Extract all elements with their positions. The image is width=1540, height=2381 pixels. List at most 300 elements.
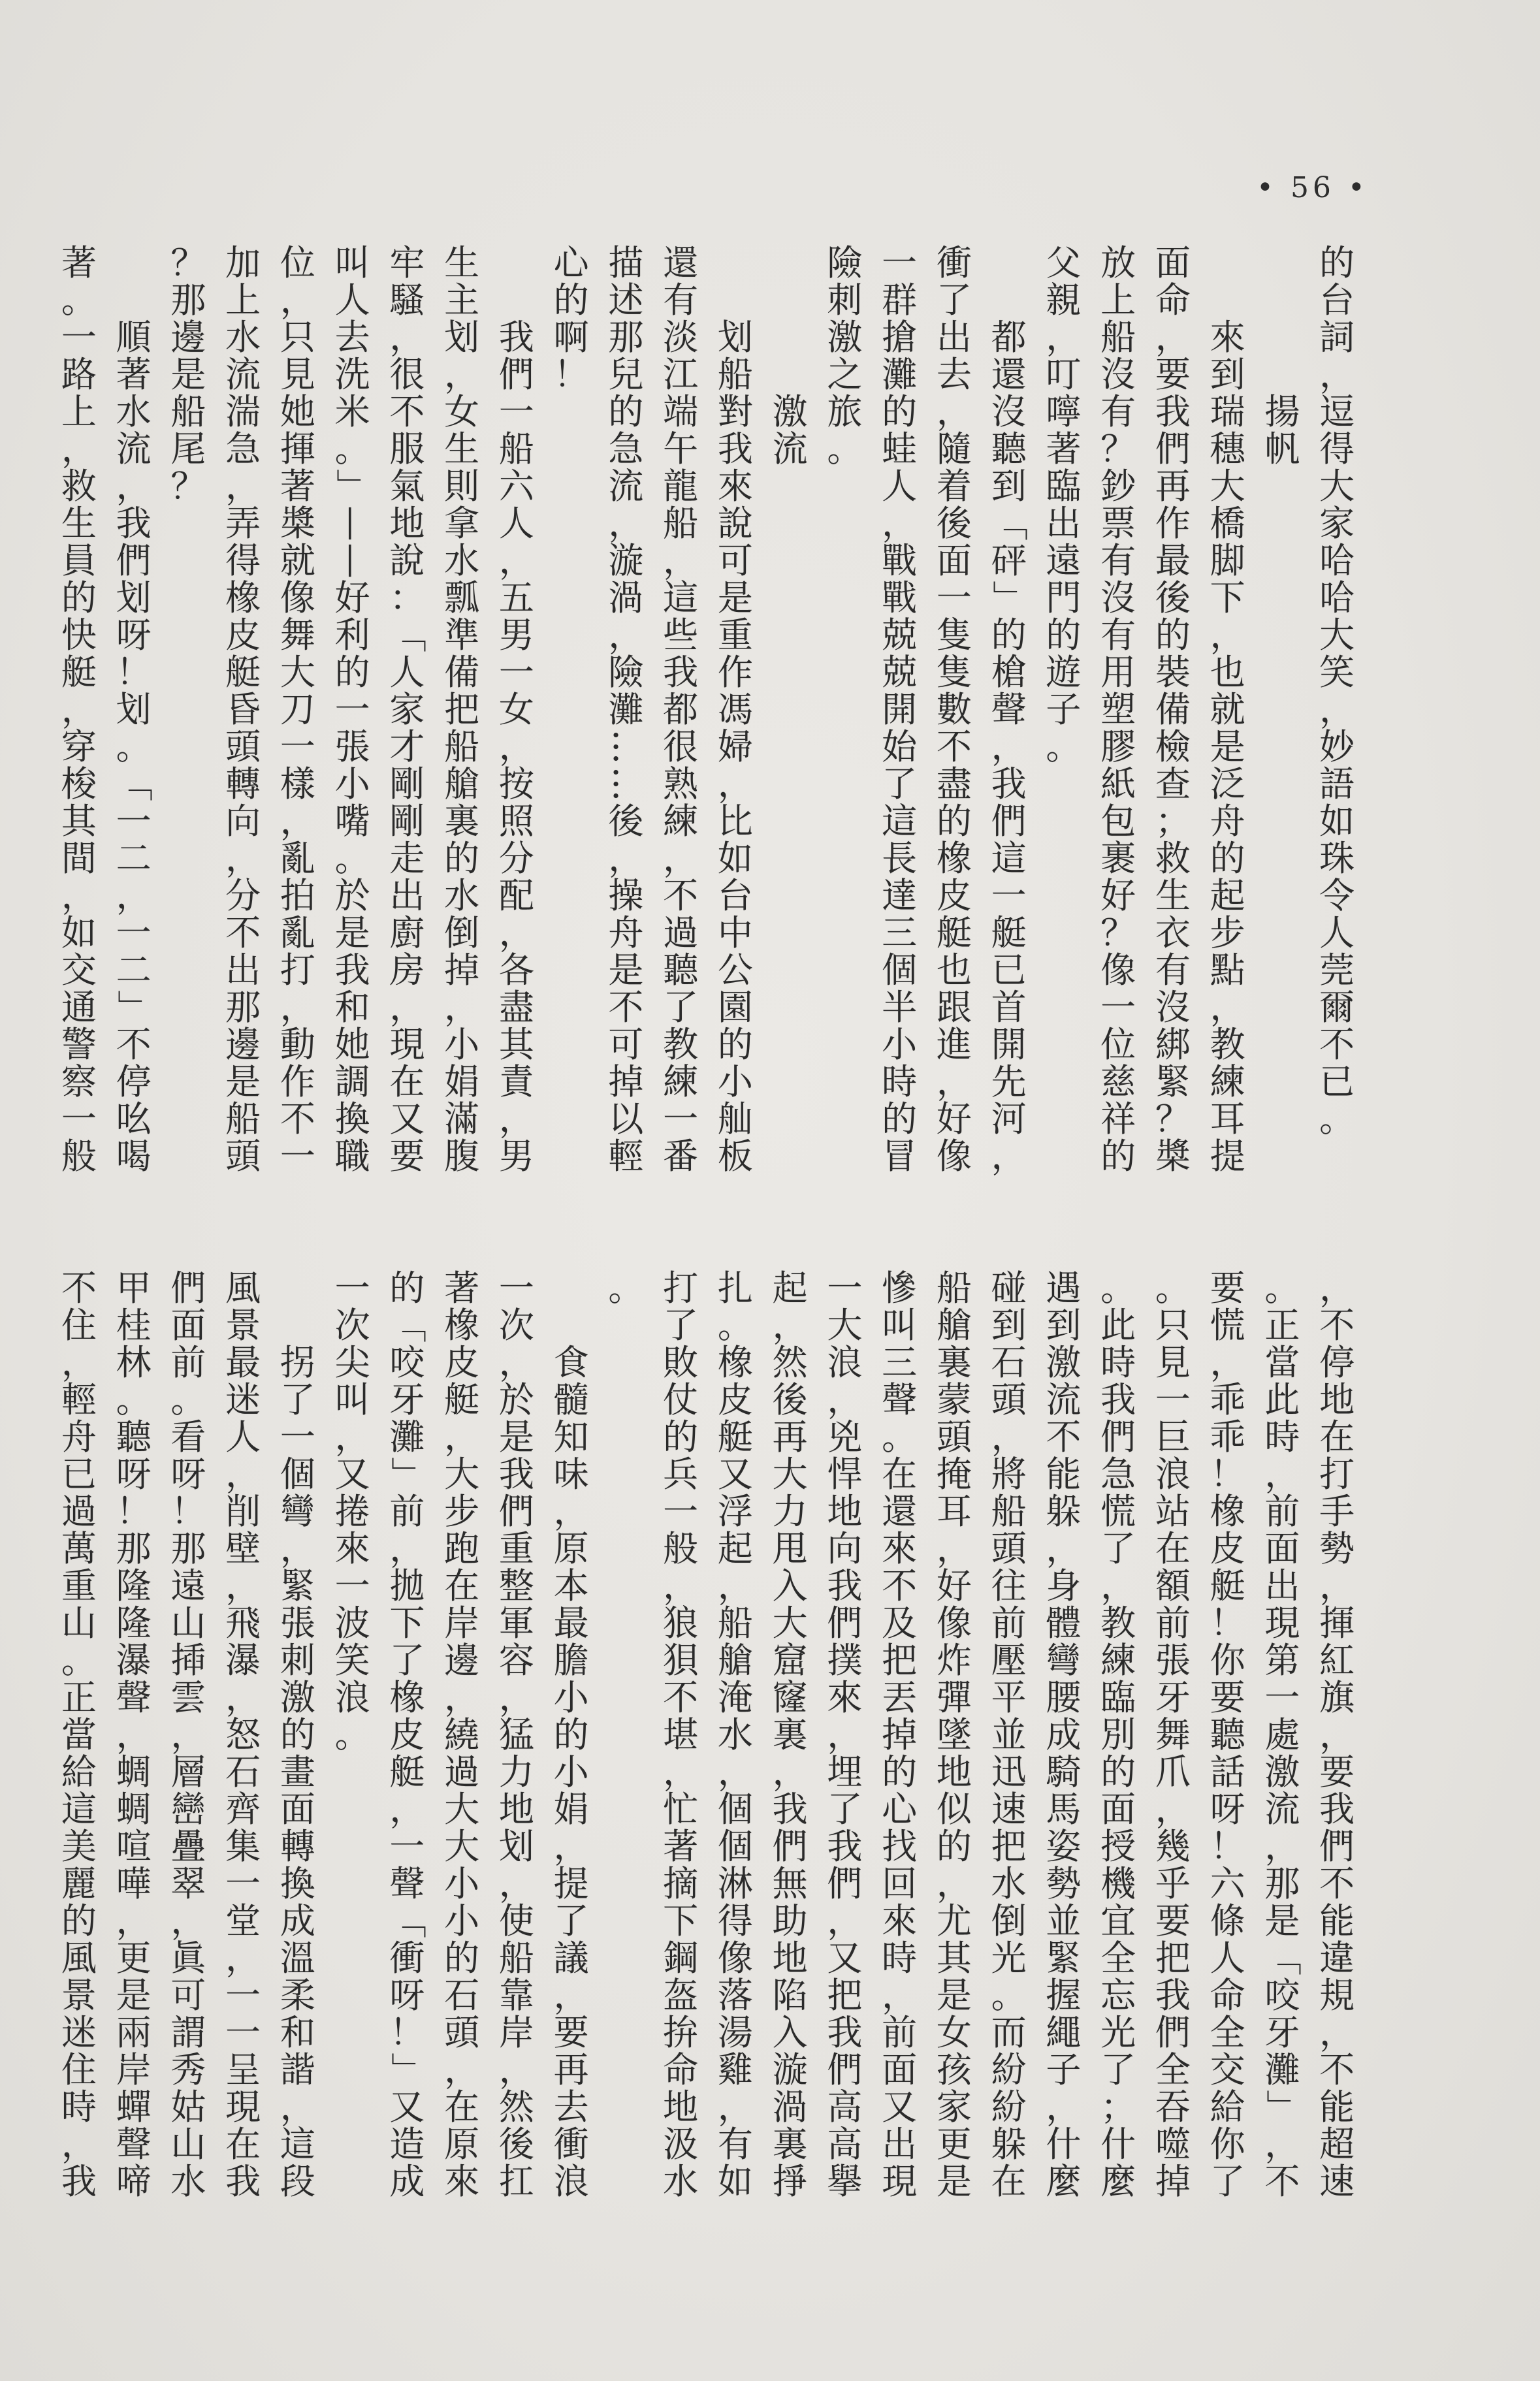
character: 艇 <box>225 652 261 693</box>
character: 此 <box>1264 1379 1300 1420</box>
character: 大 <box>444 1789 480 1830</box>
character: 飛 <box>225 1603 261 1644</box>
character: 牢 <box>389 242 425 283</box>
character: 轉 <box>225 763 261 805</box>
character: 咬 <box>389 1342 425 1383</box>
character: 打 <box>1319 1454 1355 1495</box>
character: 把 <box>991 1826 1027 1867</box>
character: 梭 <box>61 763 97 805</box>
character: 邊 <box>444 1640 480 1681</box>
character: 隆 <box>116 1565 152 1606</box>
character: 重 <box>717 615 753 656</box>
character: 是 <box>116 1975 152 2016</box>
character: 流 <box>225 354 261 395</box>
character: 比 <box>717 801 753 842</box>
character: 地 <box>936 1751 972 1793</box>
character: ？ <box>170 242 206 283</box>
character: 是 <box>717 577 753 618</box>
text-column <box>1146 244 1200 1175</box>
character: 江 <box>663 354 699 395</box>
character: 呀 <box>1210 1789 1245 1830</box>
character: 不 <box>280 1098 315 1140</box>
character: 慘 <box>882 1268 918 1309</box>
character: 炸 <box>936 1640 972 1681</box>
character: 噬 <box>1155 2124 1191 2165</box>
character: 戰 <box>882 540 918 581</box>
character: 有 <box>663 280 699 321</box>
character: 們 <box>116 540 152 581</box>
character: 拿 <box>444 503 480 544</box>
character: 作 <box>1155 503 1191 544</box>
character: 還 <box>663 242 699 283</box>
character: 河 <box>991 1098 1027 1140</box>
character: 成 <box>1046 1714 1082 1755</box>
character: 六 <box>498 466 534 507</box>
character: 一 <box>334 689 370 730</box>
character: 水 <box>116 391 152 432</box>
character: 滿 <box>444 1098 480 1140</box>
character: 票 <box>1100 503 1136 544</box>
character: 能 <box>1319 2086 1355 2128</box>
character: 桂 <box>116 1305 152 1346</box>
character: 作 <box>280 1061 315 1102</box>
character: 上 <box>225 280 261 321</box>
character: ， <box>1264 1454 1300 1495</box>
character: ， <box>225 838 261 879</box>
character: ， <box>827 1900 863 1942</box>
character: 艇 <box>389 1751 425 1793</box>
character: 看 <box>170 1416 206 1458</box>
character: 穗 <box>1210 428 1245 470</box>
character: 巨 <box>1155 1416 1191 1458</box>
character: 才 <box>389 726 425 767</box>
character: 小 <box>334 763 370 805</box>
character: 交 <box>1210 2049 1245 2090</box>
character: 我 <box>116 503 152 544</box>
character: 好 <box>1100 875 1136 916</box>
character: 船 <box>717 1603 753 1644</box>
character: 撲 <box>827 1640 863 1681</box>
character: ！ <box>116 1491 152 1532</box>
character: 重 <box>61 1565 97 1606</box>
character: 浪 <box>827 1342 863 1383</box>
character: ， <box>991 1416 1027 1458</box>
character: 蜩 <box>116 1751 152 1793</box>
character: 人 <box>498 503 534 544</box>
character: 女 <box>444 391 480 432</box>
character: 好 <box>334 577 370 618</box>
character: 面 <box>1264 1528 1300 1569</box>
character: 們 <box>1319 1826 1355 1867</box>
character: 昏 <box>225 689 261 730</box>
character: 察 <box>61 1061 97 1102</box>
character: 壓 <box>991 1640 1027 1681</box>
character: 蒙 <box>936 1379 972 1420</box>
character: 在 <box>389 1061 425 1102</box>
character: 岸 <box>498 2012 534 2053</box>
character: 莞 <box>1319 950 1355 991</box>
character: 打 <box>663 1268 699 1309</box>
character: 張 <box>280 1603 315 1644</box>
text-column <box>1309 244 1364 1138</box>
character: 已 <box>991 950 1027 991</box>
character: 力 <box>772 1491 808 1532</box>
character: 裏 <box>444 801 480 842</box>
character: 是 <box>608 950 644 991</box>
character: ！ <box>170 1491 206 1532</box>
character: 雞 <box>717 2049 753 2090</box>
character: 上 <box>61 391 97 432</box>
character: 諧 <box>280 2049 315 2090</box>
character: 公 <box>717 950 753 991</box>
character: ？ <box>1155 1098 1191 1140</box>
character: 中 <box>717 912 753 953</box>
character: 巒 <box>170 1789 206 1830</box>
character: ， <box>936 1528 972 1569</box>
character: 。 <box>61 280 97 321</box>
character: ， <box>334 1416 370 1458</box>
character: 氣 <box>389 466 425 507</box>
character: ， <box>225 466 261 507</box>
character: 山 <box>170 1603 206 1644</box>
character: 。 <box>61 1640 97 1681</box>
character: 時 <box>1100 1342 1136 1383</box>
character: 我 <box>498 317 534 358</box>
character: 船 <box>991 1491 1027 1532</box>
character: 我 <box>772 1789 808 1830</box>
character: 原 <box>444 2124 480 2165</box>
character: 給 <box>1210 2086 1245 2128</box>
character: 下 <box>663 1900 699 1942</box>
character: 位 <box>280 242 315 283</box>
character: 急 <box>1100 1454 1136 1495</box>
character: 那 <box>608 317 644 358</box>
character: ， <box>225 1454 261 1495</box>
character: 在 <box>882 1454 918 1495</box>
character: 我 <box>61 2161 97 2202</box>
character: 員 <box>61 540 97 581</box>
character: 過 <box>444 1751 480 1793</box>
character: 渦 <box>608 577 644 618</box>
character: 是 <box>225 1061 261 1102</box>
character: 一 <box>991 875 1027 916</box>
character: 的 <box>608 391 644 432</box>
character: 娟 <box>553 1789 589 1830</box>
character: 着 <box>936 466 972 507</box>
character: 山 <box>61 1603 97 1644</box>
character: 頭 <box>991 1379 1027 1420</box>
character: 的 <box>553 280 589 321</box>
character: 艙 <box>717 1640 753 1681</box>
character: 生 <box>1155 875 1191 916</box>
character: 笑 <box>1319 652 1355 693</box>
character: 灘 <box>608 689 644 730</box>
character: 著 <box>1046 428 1082 470</box>
character: 碰 <box>991 1268 1027 1309</box>
character: 們 <box>772 1826 808 1867</box>
character: 拍 <box>280 875 315 916</box>
character: 我 <box>1155 1975 1191 2016</box>
character: 成 <box>389 2161 425 2202</box>
character: 照 <box>498 801 534 842</box>
character: ， <box>498 1342 534 1383</box>
character: 。 <box>827 428 863 470</box>
character: ， <box>553 1491 589 1532</box>
character: 靠 <box>498 1975 534 2016</box>
character: 船 <box>1100 317 1136 358</box>
character: 。 <box>334 838 370 879</box>
character: 淋 <box>717 1863 753 1904</box>
character: 船 <box>170 391 206 432</box>
character: 在 <box>1155 1528 1191 1569</box>
character: 的 <box>444 838 480 879</box>
character: 頭 <box>225 1136 261 1177</box>
character: 又 <box>389 1098 425 1140</box>
text-column <box>708 1270 763 2200</box>
text-column <box>599 244 654 1175</box>
character: 馬 <box>1046 1789 1082 1830</box>
character: 石 <box>991 1342 1027 1383</box>
character: 上 <box>1100 280 1136 321</box>
character: 盡 <box>498 987 534 1028</box>
character: 速 <box>991 1789 1027 1830</box>
character: ， <box>170 1900 206 1942</box>
character: 皮 <box>717 1379 753 1420</box>
character: 艇 <box>61 652 97 693</box>
character: ， <box>280 801 315 842</box>
character: 擧 <box>827 2161 863 2202</box>
character: 到 <box>991 1305 1027 1346</box>
text-column <box>216 1270 270 2200</box>
character: 備 <box>444 652 480 693</box>
character: 橋 <box>1210 503 1245 544</box>
character: 耳 <box>936 1491 972 1532</box>
character: ， <box>1100 1565 1136 1606</box>
character: 熟 <box>663 763 699 805</box>
character: 緊 <box>1046 1938 1082 1979</box>
character: 艇 <box>717 1416 753 1458</box>
character: 兵 <box>663 1454 699 1495</box>
character: ， <box>1319 2012 1355 2053</box>
character: 那 <box>170 280 206 321</box>
character: ， <box>389 987 425 1028</box>
character: 要 <box>1155 354 1191 395</box>
character: 三 <box>882 1342 918 1383</box>
character: 美 <box>61 1826 97 1867</box>
character: 好 <box>936 1565 972 1606</box>
character: 生 <box>444 242 480 283</box>
character: 一 <box>280 1416 315 1458</box>
character: 敗 <box>663 1342 699 1383</box>
character: 如 <box>717 838 753 879</box>
character: ， <box>498 1863 534 1904</box>
character: ， <box>444 1677 480 1718</box>
character: ， <box>116 1714 152 1755</box>
character: 。 <box>1046 726 1082 767</box>
character: 一 <box>61 1098 97 1140</box>
character: 一 <box>280 1136 315 1177</box>
character: 出 <box>882 2124 918 2165</box>
character: 。 <box>608 1268 644 1309</box>
character: 像 <box>936 1603 972 1644</box>
character: 橡 <box>444 1305 480 1346</box>
character: 喝 <box>116 1136 152 1177</box>
character: ： <box>389 577 425 618</box>
character: 面 <box>1100 1789 1136 1830</box>
character: 風 <box>225 1268 261 1309</box>
character: 要 <box>1210 1268 1245 1309</box>
character: 救 <box>1155 838 1191 879</box>
character: 其 <box>936 1938 972 1979</box>
character: 小 <box>444 1863 480 1904</box>
character: 的 <box>882 1098 918 1140</box>
character: 水 <box>991 1863 1027 1904</box>
character: 聽 <box>663 950 699 991</box>
character: 衝 <box>389 1938 425 1979</box>
character: 們 <box>498 354 534 395</box>
character: 用 <box>1100 652 1136 693</box>
character: 前 <box>991 1603 1027 1644</box>
character: 揮 <box>1319 1603 1355 1644</box>
character: 牙 <box>1155 1677 1191 1718</box>
character: 兒 <box>608 354 644 395</box>
character: 著 <box>663 1826 699 1867</box>
character: 於 <box>334 875 370 916</box>
character: 能 <box>1319 1900 1355 1942</box>
character: ， <box>882 1975 918 2016</box>
character: 水 <box>663 2161 699 2202</box>
character: 揷 <box>170 1640 206 1681</box>
character: 長 <box>882 838 918 879</box>
character: 男 <box>498 615 534 656</box>
character: 不 <box>61 1268 97 1309</box>
character: ！ <box>553 354 589 395</box>
character: 眞 <box>170 1938 206 1979</box>
character: ， <box>444 987 480 1028</box>
character: 們 <box>1155 2012 1191 2053</box>
character: 景 <box>61 1975 97 2016</box>
character: 服 <box>389 428 425 470</box>
character: ， <box>936 1061 972 1102</box>
character: 划 <box>116 577 152 618</box>
character: 揮 <box>280 428 315 470</box>
character: 我 <box>827 1826 863 1867</box>
character: 要 <box>553 2012 589 2053</box>
character: 山 <box>170 2124 206 2165</box>
character: 此 <box>1100 1305 1136 1346</box>
character: 蟬 <box>116 2086 152 2128</box>
character: 灘 <box>389 1416 425 1458</box>
character: 般 <box>61 1136 97 1177</box>
text-column <box>1309 1270 1364 2200</box>
character: 我 <box>827 2012 863 2053</box>
character: 過 <box>61 1491 97 1532</box>
character: 順 <box>116 317 152 358</box>
character: 全 <box>1155 2049 1191 2090</box>
character: 捲 <box>334 1491 370 1532</box>
character: 我 <box>1100 1379 1136 1420</box>
character: 咬 <box>1264 1975 1300 2016</box>
character: 語 <box>1319 763 1355 805</box>
character: ， <box>61 689 97 730</box>
character: ， <box>717 763 753 805</box>
text-column <box>1036 244 1091 765</box>
character: 有 <box>1100 391 1136 432</box>
character: 我 <box>225 2161 261 2202</box>
character: 入 <box>772 2012 808 2053</box>
character: 船 <box>663 503 699 544</box>
character: 了 <box>936 280 972 321</box>
character: 邊 <box>225 1024 261 1065</box>
character: 拚 <box>663 2012 699 2053</box>
character: 都 <box>663 689 699 730</box>
character: 到 <box>1210 354 1245 395</box>
character: 「 <box>386 1903 428 1939</box>
character: 哈 <box>1319 540 1355 581</box>
character: 爪 <box>1155 1751 1191 1793</box>
character: 不 <box>1264 2161 1300 2202</box>
character: 皮 <box>225 615 261 656</box>
character: 時 <box>1264 1416 1300 1458</box>
character: ， <box>444 354 480 395</box>
character: 雲 <box>170 1677 206 1718</box>
character: 端 <box>663 391 699 432</box>
character: 墜 <box>936 1714 972 1755</box>
character: 高 <box>827 2086 863 2128</box>
character: 住 <box>61 1305 97 1346</box>
character: 隆 <box>116 1603 152 1644</box>
character: 又 <box>827 1938 863 1979</box>
character: 大 <box>772 1454 808 1495</box>
character: 對 <box>717 391 753 432</box>
character: 一 <box>882 242 918 283</box>
character: 拐 <box>280 1342 315 1383</box>
character: 勢 <box>1046 1863 1082 1904</box>
character: ， <box>61 428 97 470</box>
character: 去 <box>553 2086 589 2128</box>
character: 些 <box>663 615 699 656</box>
character: 膠 <box>1100 726 1136 767</box>
character: 水 <box>444 875 480 916</box>
character: 如 <box>61 912 97 953</box>
character: 們 <box>498 1491 534 1532</box>
character: 你 <box>1210 1640 1245 1681</box>
character: 調 <box>334 1061 370 1102</box>
character: 流 <box>116 428 152 470</box>
character: 在 <box>444 2086 480 2128</box>
character: ， <box>389 1789 425 1830</box>
character: 這 <box>663 577 699 618</box>
character: 漩 <box>608 540 644 581</box>
character: 二 <box>116 838 152 879</box>
character: ， <box>553 1826 589 1867</box>
character: 槳 <box>280 503 315 544</box>
character: 汲 <box>663 2124 699 2165</box>
text-column <box>653 244 708 1175</box>
character: 最 <box>553 1603 589 1644</box>
character: 紙 <box>1100 763 1136 805</box>
character: 來 <box>444 2161 480 2202</box>
character: 啊 <box>553 317 589 358</box>
character: ， <box>1046 1528 1082 1569</box>
character: 笑 <box>334 1640 370 1681</box>
text-column <box>325 244 380 1175</box>
character: 是 <box>1264 1900 1300 1942</box>
character: 腰 <box>1046 1677 1082 1718</box>
character: 集 <box>225 1826 261 1867</box>
character: 了 <box>663 987 699 1028</box>
character: 叫 <box>882 1305 918 1346</box>
